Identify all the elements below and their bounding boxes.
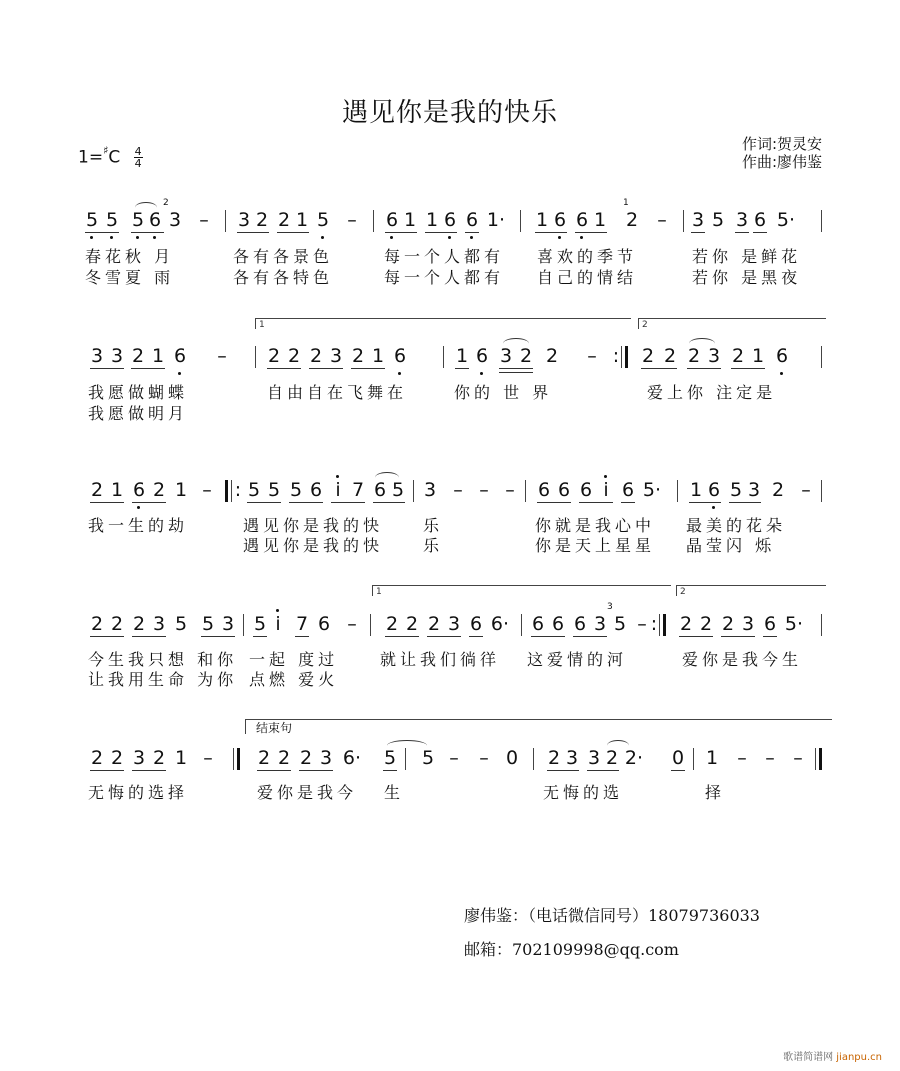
- lyric-line: 你就是我心中: [535, 516, 656, 535]
- note: 3: [319, 747, 333, 769]
- barline: [821, 480, 822, 502]
- lyric-line: 爱上你 注定是: [647, 383, 777, 402]
- repeat-dots: :: [234, 479, 242, 501]
- note: 3: [747, 479, 761, 501]
- repeat-dots: :: [650, 613, 658, 635]
- barline: [525, 480, 526, 502]
- note: 7: [295, 613, 309, 635]
- grace-note: 1: [623, 198, 629, 208]
- lyric-line: 你是天上星星: [535, 536, 656, 555]
- lyric-line: 若你 是鲜花: [692, 247, 802, 266]
- lyric-line: 择: [705, 783, 726, 802]
- system-4-notes: [85, 602, 825, 640]
- note: 2: [687, 345, 701, 367]
- dash: –: [505, 479, 515, 501]
- note: 1: [705, 747, 719, 769]
- note: 2: [255, 209, 269, 231]
- lyric-line: 你的 世 界: [454, 383, 553, 402]
- dash: –: [479, 747, 489, 769]
- dash: –: [453, 479, 463, 501]
- lyric-line: 最美的花朵: [686, 516, 787, 535]
- barline: [659, 614, 660, 636]
- dash: –: [479, 479, 489, 501]
- note: 2: [605, 747, 619, 769]
- grace-note: 3: [607, 602, 613, 612]
- repeat-dots: :: [612, 345, 620, 367]
- barline: [693, 748, 694, 770]
- barline: [413, 480, 414, 502]
- note: 2: [110, 613, 124, 635]
- note: 3: [168, 209, 182, 231]
- note: 5: [247, 479, 261, 501]
- note: 5: [421, 747, 435, 769]
- note: 3: [132, 747, 146, 769]
- note: 6: [621, 479, 635, 501]
- note: 6: [173, 345, 187, 367]
- note: 5: [613, 613, 627, 635]
- note: 1: [593, 209, 607, 231]
- system-2-notes: [85, 344, 825, 372]
- rest: 0: [505, 747, 519, 769]
- lyric-line: 就让我们徜徉: [380, 650, 501, 669]
- barline: [821, 614, 822, 636]
- note: 3: [735, 209, 749, 231]
- note: 2: [771, 479, 785, 501]
- barline: [520, 210, 521, 232]
- note: 2: [721, 613, 735, 635]
- note: 1: [174, 747, 188, 769]
- note: 2: [299, 747, 313, 769]
- note: 6: [551, 613, 565, 635]
- note: 6: [317, 613, 331, 635]
- note: 2: [90, 747, 104, 769]
- lyric-line: 若你 是黑夜: [692, 268, 802, 287]
- note: 3: [423, 479, 437, 501]
- note: 6: [443, 209, 457, 231]
- key-signature: [78, 146, 143, 169]
- note: 2: [277, 209, 291, 231]
- lyric-line: 每一个人都有: [384, 247, 505, 266]
- note: 3: [447, 613, 461, 635]
- lyric-line: 这爱情的河: [527, 650, 628, 669]
- note: 2: [731, 345, 745, 367]
- lyric-line: 乐: [423, 536, 444, 555]
- note: 3: [152, 613, 166, 635]
- note: 1: [151, 345, 165, 367]
- note: 5·: [784, 613, 804, 635]
- time-top: 4: [134, 145, 142, 159]
- note: 3: [499, 345, 513, 367]
- note: 6: [465, 209, 479, 231]
- dash: –: [801, 479, 811, 501]
- note: 5: [267, 479, 281, 501]
- dash: –: [347, 613, 357, 635]
- lyric-line: 每一个人都有: [384, 268, 505, 287]
- barline: [533, 748, 534, 770]
- note: 6·: [490, 613, 510, 635]
- note: 2: [427, 613, 441, 635]
- note: 1: [295, 209, 309, 231]
- repeat-end-barline: [663, 614, 666, 636]
- note: 5: [131, 209, 145, 231]
- lyric-line: 点燃 爱火: [249, 670, 339, 689]
- final-barline: [819, 748, 822, 770]
- barline: [225, 210, 226, 232]
- lyric-line: 春花秋 月: [85, 247, 175, 266]
- lyric-line: 自由自在飞舞在: [267, 383, 408, 402]
- dash: –: [793, 747, 803, 769]
- system-1-notes: [85, 198, 825, 236]
- note: 5: [316, 209, 330, 231]
- note: 2: [131, 345, 145, 367]
- note: 2: [132, 613, 146, 635]
- lyric-line: 我愿做明月: [88, 404, 189, 423]
- system-3-notes: [85, 478, 825, 506]
- lyric-line: 遇见你是我的快: [243, 536, 384, 555]
- note: 5: [201, 613, 215, 635]
- note: 1: [110, 479, 124, 501]
- note: 2·: [624, 747, 644, 769]
- note: 1: [455, 345, 469, 367]
- note: 6: [707, 479, 721, 501]
- note: 6: [775, 345, 789, 367]
- note: 1: [535, 209, 549, 231]
- watermark-domain: jianpu.cn: [836, 1052, 882, 1063]
- note: 5: [729, 479, 743, 501]
- note: 5: [174, 613, 188, 635]
- barline: [821, 210, 822, 232]
- note: 2: [641, 345, 655, 367]
- dash: –: [449, 747, 459, 769]
- note: 6: [575, 209, 589, 231]
- note: 1: [751, 345, 765, 367]
- note: 6: [132, 479, 146, 501]
- double-barline: [237, 748, 240, 770]
- note: 6: [475, 345, 489, 367]
- note: 2: [385, 613, 399, 635]
- barline: [683, 210, 684, 232]
- note: 1: [425, 209, 439, 231]
- note: 2: [625, 209, 639, 231]
- note: 1: [403, 209, 417, 231]
- barline: [233, 748, 234, 770]
- dash: –: [637, 613, 647, 635]
- dash: –: [199, 209, 209, 231]
- note: 6: [573, 613, 587, 635]
- barline: [243, 614, 244, 636]
- note: 3: [110, 345, 124, 367]
- note: 6: [531, 613, 545, 635]
- lyric-line: 爱你是我今: [257, 783, 358, 802]
- note: 3: [707, 345, 721, 367]
- time-signature: [134, 146, 143, 169]
- note: 2: [405, 613, 419, 635]
- note: i: [603, 479, 609, 501]
- volta-1: 1: [372, 585, 671, 596]
- note: 2: [152, 479, 166, 501]
- barline: [521, 614, 522, 636]
- note: 2: [90, 613, 104, 635]
- note: 5·: [776, 209, 796, 231]
- dash: –: [587, 345, 597, 367]
- note: 2: [277, 747, 291, 769]
- barline: [821, 346, 822, 368]
- volta-2: 2: [676, 585, 826, 596]
- lyric-line: 冬雪夏 雨: [85, 268, 175, 287]
- lyric-line: 我一生的劫: [88, 516, 189, 535]
- composer-credit: 作曲:廖伟鉴: [741, 153, 822, 171]
- lyric-line: 一起 度过: [249, 650, 339, 669]
- note: 2: [547, 747, 561, 769]
- lyric-line: 遇见你是我的快: [243, 516, 384, 535]
- note: 3: [221, 613, 235, 635]
- note: 2: [309, 345, 323, 367]
- note: 5: [253, 613, 267, 635]
- note: 6: [469, 613, 483, 635]
- note: 2: [679, 613, 693, 635]
- dash: –: [202, 479, 212, 501]
- lyric-line: 爱你是我今生: [682, 650, 803, 669]
- note: 6: [148, 209, 162, 231]
- note: 2: [699, 613, 713, 635]
- note: 2: [663, 345, 677, 367]
- key-label: 1=: [78, 147, 104, 168]
- note: 3: [587, 747, 601, 769]
- note: 6: [753, 209, 767, 231]
- note: 1·: [486, 209, 506, 231]
- lyric-line: 生: [384, 783, 405, 802]
- barline: [677, 480, 678, 502]
- note: 6: [309, 479, 323, 501]
- note: 6: [385, 209, 399, 231]
- note: 2: [545, 345, 559, 367]
- lyric-line: 各有各景色: [233, 247, 334, 266]
- barline: [370, 614, 371, 636]
- note: 3: [593, 613, 607, 635]
- volta-1: 1: [255, 318, 631, 329]
- song-title: 遇见你是我的快乐: [341, 98, 558, 128]
- lyric-line: 无悔的选: [543, 783, 624, 802]
- barline: [621, 346, 622, 368]
- repeat-start-barline: [225, 480, 228, 502]
- note: 3: [565, 747, 579, 769]
- note: 5: [383, 747, 397, 769]
- note: 2: [152, 747, 166, 769]
- barline: [815, 748, 816, 770]
- key-tonic: C: [108, 147, 121, 168]
- lyric-line: 晶莹闪 烁: [686, 536, 776, 555]
- note: 3: [691, 209, 705, 231]
- barline: [255, 346, 256, 368]
- note: 2: [110, 747, 124, 769]
- note: 2: [90, 479, 104, 501]
- watermark: [783, 1048, 882, 1063]
- note: i: [335, 479, 341, 501]
- note: 5: [85, 209, 99, 231]
- sharp-icon: ♯: [103, 144, 109, 157]
- dash: –: [657, 209, 667, 231]
- barline: [405, 748, 406, 770]
- lyric-line: 各有各特色: [233, 268, 334, 287]
- watermark-cn: 歌谱简谱网: [783, 1052, 834, 1063]
- lyricist-credit: 作词:贺灵安: [741, 135, 822, 153]
- note: 2: [257, 747, 271, 769]
- note: 2: [287, 345, 301, 367]
- barline: [443, 346, 444, 368]
- dash: –: [737, 747, 747, 769]
- note: 6: [553, 209, 567, 231]
- ending-phrase-bracket: 结束句: [245, 719, 832, 734]
- note: 6·: [342, 747, 362, 769]
- note: 6: [557, 479, 571, 501]
- note: 1: [371, 345, 385, 367]
- note: i: [275, 613, 281, 635]
- time-bottom: 4: [134, 157, 142, 171]
- note: 1: [689, 479, 703, 501]
- lyric-line: 让我用生命 为你: [88, 670, 238, 689]
- note: 3: [90, 345, 104, 367]
- dash: –: [217, 345, 227, 367]
- note: 6: [579, 479, 593, 501]
- lyric-line: 我愿做蝴蝶: [88, 383, 189, 402]
- lyric-line: 今生我只想 和你: [88, 650, 238, 669]
- note: 1: [174, 479, 188, 501]
- note: 5·: [642, 479, 662, 501]
- repeat-end-barline: [625, 346, 628, 368]
- system-5-notes: [85, 746, 825, 774]
- note: 6: [393, 345, 407, 367]
- note: 5: [711, 209, 725, 231]
- note: 6: [373, 479, 387, 501]
- contact-email: 邮箱：702109998@qq.com: [464, 940, 679, 959]
- note: 3: [329, 345, 343, 367]
- lyric-line: 无悔的选择: [88, 783, 189, 802]
- note: 7: [351, 479, 365, 501]
- lyric-line: 自己的情结: [537, 268, 638, 287]
- note: 2: [351, 345, 365, 367]
- note: 5: [289, 479, 303, 501]
- rest: 0: [671, 747, 685, 769]
- note: 2: [267, 345, 281, 367]
- note: 6: [537, 479, 551, 501]
- dash: –: [347, 209, 357, 231]
- lyric-line: 乐: [423, 516, 444, 535]
- contact-phone: 廖伟鉴：（电话微信同号）18079736033: [464, 906, 760, 925]
- note: 3: [741, 613, 755, 635]
- note: 5: [391, 479, 405, 501]
- note: 5: [105, 209, 119, 231]
- barline: [373, 210, 374, 232]
- dash: –: [203, 747, 213, 769]
- volta-2: 2: [638, 318, 826, 329]
- lyric-line: 喜欢的季节: [537, 247, 638, 266]
- dash: –: [765, 747, 775, 769]
- note: 2: [519, 345, 533, 367]
- note: 3: [237, 209, 251, 231]
- note: 6: [763, 613, 777, 635]
- grace-note: 2: [163, 198, 169, 208]
